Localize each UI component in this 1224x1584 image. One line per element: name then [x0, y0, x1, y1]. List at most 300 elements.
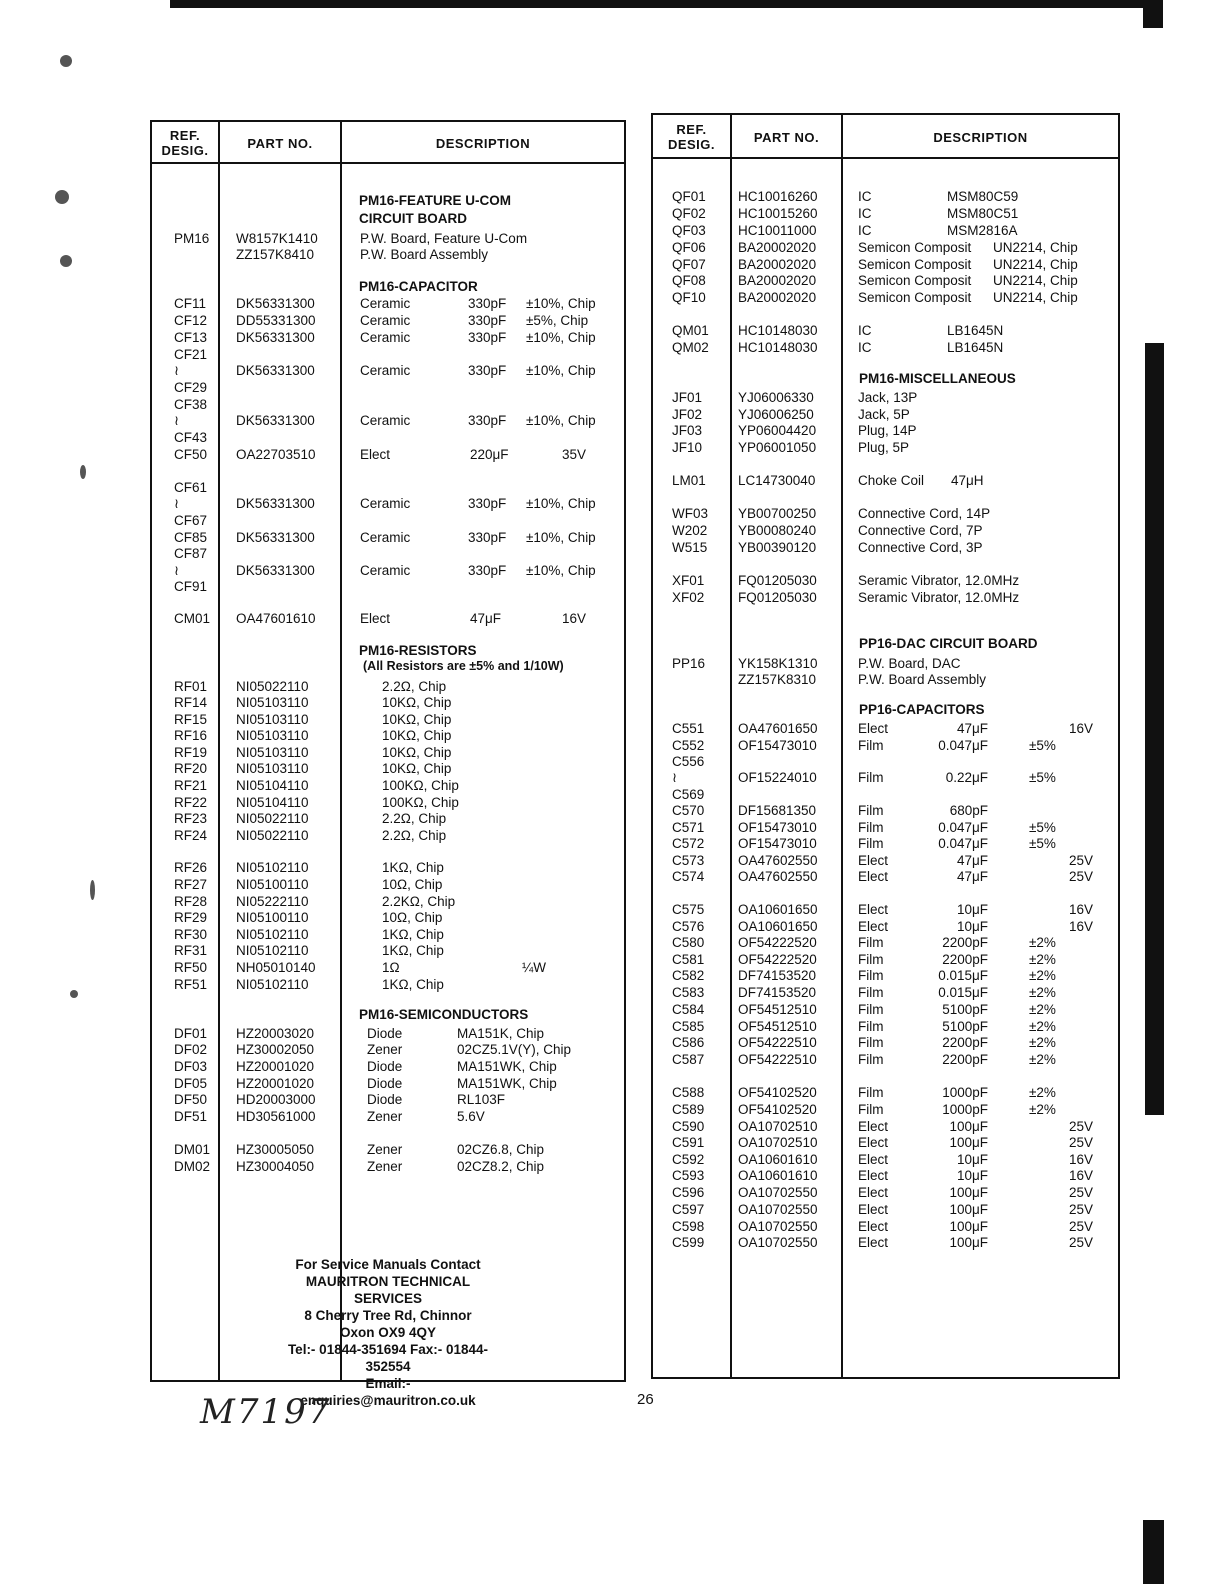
ref-desig: RF16: [174, 728, 208, 743]
ref-desig: WF03: [672, 506, 709, 521]
ref-desig: PP16: [672, 656, 706, 671]
ref-desig: QF07: [672, 257, 706, 272]
description-field: ±2%: [1029, 952, 1056, 967]
part-number: HZ30002050: [236, 1042, 315, 1057]
part-number: DF74153520: [738, 968, 817, 983]
part-number: HZ20001020: [236, 1076, 315, 1091]
ref-desig: C588: [672, 1085, 705, 1100]
description-field: 100μF: [949, 1235, 988, 1250]
description-field: Zener: [367, 1042, 403, 1057]
description-field: Film: [858, 1002, 884, 1017]
ref-desig: RF19: [174, 745, 208, 760]
part-number: OF15473010: [738, 836, 817, 851]
ref-desig: RF28: [174, 894, 208, 909]
description-field: 25V: [1068, 1119, 1093, 1134]
description-field: ±2%: [1029, 1035, 1056, 1050]
description-field: 16V: [1068, 721, 1093, 736]
ref-desig: C569: [672, 787, 705, 802]
description-field: ±10%, Chip: [526, 496, 596, 511]
ref-desig: RF14: [174, 695, 208, 710]
ref-desig: CF67: [174, 513, 208, 528]
description-field: Connective Cord, 7P: [858, 523, 983, 538]
description-field: ±2%: [1029, 1052, 1056, 1067]
part-number: NI05102110: [236, 977, 309, 992]
ref-desig: JF03: [672, 423, 703, 438]
ref-desig: CF85: [174, 530, 208, 545]
part-number: OF54222510: [738, 1035, 817, 1050]
description-field: Ceramic: [360, 363, 411, 378]
resistor-note: (All Resistors are ±5% and 1/10W): [363, 659, 564, 673]
part-number: DK56331300: [236, 530, 315, 545]
description-field: 47μF: [470, 611, 502, 626]
ref-desig: C596: [672, 1185, 705, 1200]
contact-postcode: Oxon OX9 4QY: [339, 1325, 437, 1340]
description-field: 330pF: [468, 496, 507, 511]
part-number: OF54102520: [738, 1102, 817, 1117]
part-number: OA10702510: [738, 1135, 818, 1150]
ref-desig: C576: [672, 919, 705, 934]
description-field: 0.047μF: [938, 836, 988, 851]
ref-desig: DM01: [174, 1142, 211, 1157]
part-number: OA47602550: [738, 869, 818, 884]
description-field: 10Ω, Chip: [382, 877, 443, 892]
description-field: 330pF: [468, 530, 507, 545]
description-field: Film: [858, 1035, 884, 1050]
part-number: OA10601650: [738, 902, 818, 917]
description-field: Semicon Composit: [858, 290, 972, 305]
ref-desig: QF10: [672, 290, 706, 305]
description-field: 100KΩ, Chip: [382, 795, 459, 810]
description-field: Elect: [858, 869, 889, 884]
description-field: 25V: [1068, 853, 1093, 868]
description-field: 35V: [562, 447, 587, 462]
contact-email[interactable]: Email:- enquiries@mauritron.co.uk: [300, 1376, 476, 1408]
description-field: Ceramic: [360, 296, 411, 311]
ref-desig: C556: [672, 754, 705, 769]
part-number: NI05103110: [236, 728, 309, 743]
part-number: DF15681350: [738, 803, 817, 818]
part-number: YB00700250: [738, 506, 817, 521]
part-number: NI05022110: [236, 828, 309, 843]
description-field: Plug, 14P: [858, 423, 917, 438]
part-number: NI05103110: [236, 695, 309, 710]
handwritten-note: M7197: [200, 1392, 332, 1432]
ref-desig: JF10: [672, 440, 703, 455]
ref-desig: C572: [672, 836, 705, 851]
ref-desig: C582: [672, 968, 705, 983]
ref-desig: C585: [672, 1019, 705, 1034]
ref-desig: QF08: [672, 273, 706, 288]
description-field: 1KΩ, Chip: [382, 943, 444, 958]
ref-desig: CF91: [174, 579, 208, 594]
description-field: RL103F: [457, 1092, 506, 1107]
description-field: MA151WK, Chip: [457, 1059, 557, 1074]
description-field: 10KΩ, Chip: [382, 728, 452, 743]
description-field: 10Ω, Chip: [382, 910, 443, 925]
ref-desig: C571: [672, 820, 705, 835]
ref-desig: C589: [672, 1102, 705, 1117]
description-field: Elect: [858, 1235, 889, 1250]
scan-speck: [80, 465, 86, 479]
ref-desig: C593: [672, 1168, 705, 1183]
part-number: NI05100110: [236, 910, 309, 925]
description-field: 16V: [1068, 1168, 1093, 1183]
section-heading: CIRCUIT BOARD: [359, 211, 467, 226]
ref-desig: C551: [672, 721, 705, 736]
description-field: MSM80C59: [947, 189, 1019, 204]
description-field: Semicon Composit: [858, 273, 972, 288]
ref-desig: RF22: [174, 795, 208, 810]
ref-desig: C584: [672, 1002, 705, 1017]
description-field: P.W. Board, DAC: [858, 656, 961, 671]
part-number: HC10015260: [738, 206, 818, 221]
description-field: Film: [858, 738, 884, 753]
description-field: 1KΩ, Chip: [382, 860, 444, 875]
ref-desig: RF50: [174, 960, 208, 975]
description-field: 16V: [1068, 919, 1093, 934]
description-field: ±5%: [1029, 770, 1056, 785]
part-number: HZ20003020: [236, 1026, 315, 1041]
description-field: ±10%, Chip: [526, 530, 596, 545]
description-field: ±2%: [1029, 1085, 1056, 1100]
description-field: ±10%, Chip: [526, 563, 596, 578]
description-field: 1KΩ, Chip: [382, 927, 444, 942]
part-number: NI05222110: [236, 894, 309, 909]
description-field: Film: [858, 985, 884, 1000]
ref-desig: QM02: [672, 340, 709, 355]
ref-desig: PM16: [174, 231, 210, 246]
part-number: OF54222520: [738, 952, 817, 967]
ref-desig: RF01: [174, 679, 208, 694]
ref-desig: CF50: [174, 447, 208, 462]
part-number: OF54222520: [738, 935, 817, 950]
ref-desig: RF21: [174, 778, 208, 793]
scan-edge-corner: [1143, 0, 1163, 28]
ref-desig: CF12: [174, 313, 208, 328]
part-number: OA10702510: [738, 1119, 818, 1134]
description-field: Elect: [858, 1168, 889, 1183]
ref-desig: RF27: [174, 877, 208, 892]
ref-desig: DM02: [174, 1159, 211, 1174]
description-field: 2.2Ω, Chip: [382, 811, 447, 826]
ref-desig: CF21: [174, 347, 208, 362]
part-no-header: PART NO.: [247, 135, 313, 151]
description-field: 47μH: [951, 473, 984, 488]
description-field: ±5%: [1029, 836, 1056, 851]
part-number: HD30561000: [236, 1109, 316, 1124]
part-number: OA10702550: [738, 1235, 818, 1250]
description-field: MSM2816A: [947, 223, 1018, 238]
description-field: 25V: [1068, 1135, 1093, 1150]
description-field: Zener: [367, 1159, 403, 1174]
ref-desig: CM01: [174, 611, 211, 626]
part-number: OF15473010: [738, 820, 817, 835]
description-field: ±2%: [1029, 935, 1056, 950]
right-parts-table: [651, 113, 1120, 1379]
part-number: OF54512510: [738, 1002, 817, 1017]
description-field: ±2%: [1029, 968, 1056, 983]
ref-desig: RF24: [174, 828, 208, 843]
ref-desig: LM01: [672, 473, 706, 488]
description-field: 16V: [562, 611, 587, 626]
ref-desig: C587: [672, 1052, 705, 1067]
section-heading: PM16-FEATURE U-COM: [359, 193, 512, 208]
ref-desig: RF26: [174, 860, 208, 875]
description-field: 2200pF: [942, 952, 988, 967]
section-heading: PP16-DAC CIRCUIT BOARD: [859, 636, 1038, 651]
description-field: MA151K, Chip: [457, 1026, 545, 1041]
description-field: 2.2KΩ, Chip: [382, 894, 456, 909]
part-number: FQ01205030: [738, 573, 817, 588]
description-field: IC: [858, 206, 872, 221]
description-field: 0.047μF: [938, 820, 988, 835]
description-field: 2200pF: [942, 1035, 988, 1050]
part-number: OA10601650: [738, 919, 818, 934]
part-number: W8157K1410: [236, 231, 318, 246]
description-field: ±5%, Chip: [526, 313, 589, 328]
ref-desig: C586: [672, 1035, 705, 1050]
ref-desig: QF06: [672, 240, 706, 255]
description-field: ±5%: [1029, 820, 1056, 835]
description-field: 10μF: [956, 1168, 988, 1183]
description-field: 47μF: [956, 853, 988, 868]
part-number: OF54512510: [738, 1019, 817, 1034]
description-field: 220μF: [470, 447, 509, 462]
ref-desig: CF11: [174, 296, 207, 311]
description-field: 330pF: [468, 313, 507, 328]
description-field: Film: [858, 770, 884, 785]
left-parts-table: [150, 120, 626, 1382]
part-number: HD20003000: [236, 1092, 316, 1107]
part-number: NI05102110: [236, 943, 309, 958]
ref-desig: DF05: [174, 1076, 208, 1091]
description-field: 2.2Ω, Chip: [382, 679, 447, 694]
description-field: 02CZ8.2, Chip: [457, 1159, 545, 1174]
description-field: Elect: [858, 1202, 889, 1217]
part-number: NI05103110: [236, 761, 309, 776]
description-field: Plug, 5P: [858, 440, 910, 455]
ref-desig: XF01: [672, 573, 705, 588]
description-field: 1KΩ, Chip: [382, 977, 444, 992]
ref-desig: C597: [672, 1202, 705, 1217]
scan-edge-top: [170, 0, 1150, 8]
part-number: OA10601610: [738, 1168, 818, 1183]
description-field: 0.22μF: [945, 770, 988, 785]
part-number: OA47601650: [738, 721, 818, 736]
contact-phone: Tel:- 01844-351694 Fax:- 01844-352554: [287, 1342, 489, 1374]
column-divider: [218, 122, 220, 1380]
part-number: FQ01205030: [738, 590, 817, 605]
description-field: Elect: [858, 853, 889, 868]
part-number: YP06001050: [738, 440, 817, 455]
ref-desig: XF02: [672, 590, 705, 605]
part-number: OA10702550: [738, 1185, 818, 1200]
description-field: Seramic Vibrator, 12.0MHz: [858, 573, 1020, 588]
part-number: YK158K1310: [738, 656, 818, 671]
ref-desig: RF20: [174, 761, 208, 776]
part-number: DD55331300: [236, 313, 316, 328]
part-number: OA10702550: [738, 1219, 818, 1234]
part-number: DK56331300: [236, 296, 315, 311]
description-field: Elect: [858, 1152, 889, 1167]
part-number: NI05102110: [236, 927, 309, 942]
description-field: 47μF: [956, 869, 988, 884]
description-header: DESCRIPTION: [435, 135, 531, 151]
description-field: Elect: [360, 447, 391, 462]
description-field: 2.2Ω, Chip: [382, 828, 447, 843]
scan-speck: [90, 880, 95, 900]
section-heading: PM16-CAPACITOR: [359, 279, 478, 294]
part-number: OA22703510: [236, 447, 316, 462]
scan-speck: [55, 190, 69, 204]
ref-desig: ≀: [174, 496, 180, 511]
part-number: BA20002020: [738, 290, 817, 305]
description-field: 16V: [1068, 902, 1093, 917]
description-field: Jack, 13P: [858, 390, 918, 405]
part-number: HC10148030: [738, 340, 818, 355]
part-number: NI05104110: [236, 778, 309, 793]
section-heading: PM16-RESISTORS: [359, 643, 477, 658]
description-field: 10KΩ, Chip: [382, 695, 452, 710]
description-field: Film: [858, 952, 884, 967]
description-field: Film: [858, 803, 884, 818]
description-field: LB1645N: [947, 323, 1004, 338]
description-field: 0.015μF: [938, 968, 988, 983]
description-field: 10KΩ, Chip: [382, 761, 452, 776]
part-number: BA20002020: [738, 257, 817, 272]
description-field: Connective Cord, 14P: [858, 506, 991, 521]
ref-desig: QM01: [672, 323, 709, 338]
part-number: DK56331300: [236, 330, 315, 345]
ref-desig: RF51: [174, 977, 208, 992]
description-field: 100μF: [949, 1185, 988, 1200]
part-number: BA20002020: [738, 240, 817, 255]
ref-desig: C574: [672, 869, 705, 884]
ref-desig: C592: [672, 1152, 705, 1167]
description-field: 100KΩ, Chip: [382, 778, 459, 793]
ref-desig: JF02: [672, 407, 703, 422]
description-field: Ceramic: [360, 530, 411, 545]
contact-company: MAURITRON TECHNICAL SERVICES: [305, 1274, 471, 1306]
description-field: Semicon Composit: [858, 240, 972, 255]
part-number: NI05102110: [236, 860, 309, 875]
description-field: 0.047μF: [938, 738, 988, 753]
description-field: 330pF: [468, 563, 507, 578]
part-number: NI05022110: [236, 811, 309, 826]
ref-desig: C598: [672, 1219, 705, 1234]
ref-desig-header: REF. DESIG.: [161, 128, 209, 158]
description-field: 02CZ5.1V(Y), Chip: [457, 1042, 572, 1057]
description-field: 2200pF: [942, 1052, 988, 1067]
ref-desig: QF03: [672, 223, 706, 238]
ref-desig: ≀: [174, 563, 180, 578]
description-field: 5100pF: [942, 1019, 988, 1034]
ref-desig: C591: [672, 1135, 705, 1150]
ref-desig: RF29: [174, 910, 208, 925]
description-field: 100μF: [949, 1119, 988, 1134]
description-field: Elect: [858, 721, 889, 736]
description-field: Film: [858, 935, 884, 950]
description-field: Ceramic: [360, 563, 411, 578]
description-field: ¼W: [522, 960, 547, 975]
description-field: 0.015μF: [938, 985, 988, 1000]
description-field: UN2214, Chip: [993, 273, 1078, 288]
column-divider: [730, 115, 732, 1377]
ref-desig: CF87: [174, 546, 208, 561]
part-number: HC10011000: [738, 223, 817, 238]
ref-desig: C583: [672, 985, 705, 1000]
part-number: NI05022110: [236, 679, 309, 694]
part-number: YJ06006250: [738, 407, 814, 422]
ref-desig: C599: [672, 1235, 705, 1250]
part-number: HZ30005050: [236, 1142, 315, 1157]
part-number: OA10601610: [738, 1152, 818, 1167]
description-field: 25V: [1068, 1185, 1093, 1200]
description-field: 1000pF: [942, 1085, 988, 1100]
description-field: Elect: [858, 902, 889, 917]
part-number: DK56331300: [236, 413, 315, 428]
description-field: Zener: [367, 1109, 403, 1124]
part-number: NI05103110: [236, 745, 309, 760]
column-divider: [340, 122, 342, 1380]
ref-desig: DF01: [174, 1026, 208, 1041]
description-field: 25V: [1068, 1235, 1093, 1250]
part-number: HC10016260: [738, 189, 818, 204]
description-field: 330pF: [468, 330, 507, 345]
ref-desig: CF61: [174, 480, 208, 495]
description-field: P.W. Board, Feature U-Com: [360, 231, 528, 246]
description-field: 10KΩ, Chip: [382, 745, 452, 760]
ref-desig: C570: [672, 803, 705, 818]
description-field: ±10%, Chip: [526, 363, 596, 378]
ref-desig: W202: [672, 523, 708, 538]
part-number: OA47602550: [738, 853, 818, 868]
description-field: Film: [858, 1019, 884, 1034]
section-heading: PP16-CAPACITORS: [859, 702, 985, 717]
description-field: Ceramic: [360, 496, 411, 511]
description-field: 47μF: [956, 721, 988, 736]
description-field: Diode: [367, 1092, 403, 1107]
description-field: Diode: [367, 1026, 403, 1041]
ref-desig: ≀: [174, 363, 180, 378]
description-field: Elect: [858, 1219, 889, 1234]
part-number: ZZ157K8410: [236, 247, 315, 262]
description-field: P.W. Board Assembly: [360, 247, 489, 262]
description-field: Film: [858, 1085, 884, 1100]
description-field: 680pF: [949, 803, 988, 818]
description-field: 02CZ6.8, Chip: [457, 1142, 545, 1157]
scan-speck: [60, 55, 72, 67]
ref-desig: QF02: [672, 206, 706, 221]
part-number: NH05010140: [236, 960, 316, 975]
description-field: 10μF: [956, 1152, 988, 1167]
description-field: Elect: [360, 611, 391, 626]
part-number: BA20002020: [738, 273, 817, 288]
description-field: IC: [858, 223, 872, 238]
part-number: HC10148030: [738, 323, 818, 338]
description-field: 25V: [1068, 1219, 1093, 1234]
description-field: Jack, 5P: [858, 407, 910, 422]
ref-desig-header: REF. DESIG.: [667, 122, 716, 152]
description-field: ±10%, Chip: [526, 330, 596, 345]
ref-desig: RF30: [174, 927, 208, 942]
description-field: 2200pF: [942, 935, 988, 950]
description-field: Film: [858, 820, 884, 835]
description-field: IC: [858, 340, 872, 355]
description-field: ±5%: [1029, 738, 1056, 753]
description-field: Choke Coil: [858, 473, 925, 488]
scan-speck: [60, 255, 72, 267]
